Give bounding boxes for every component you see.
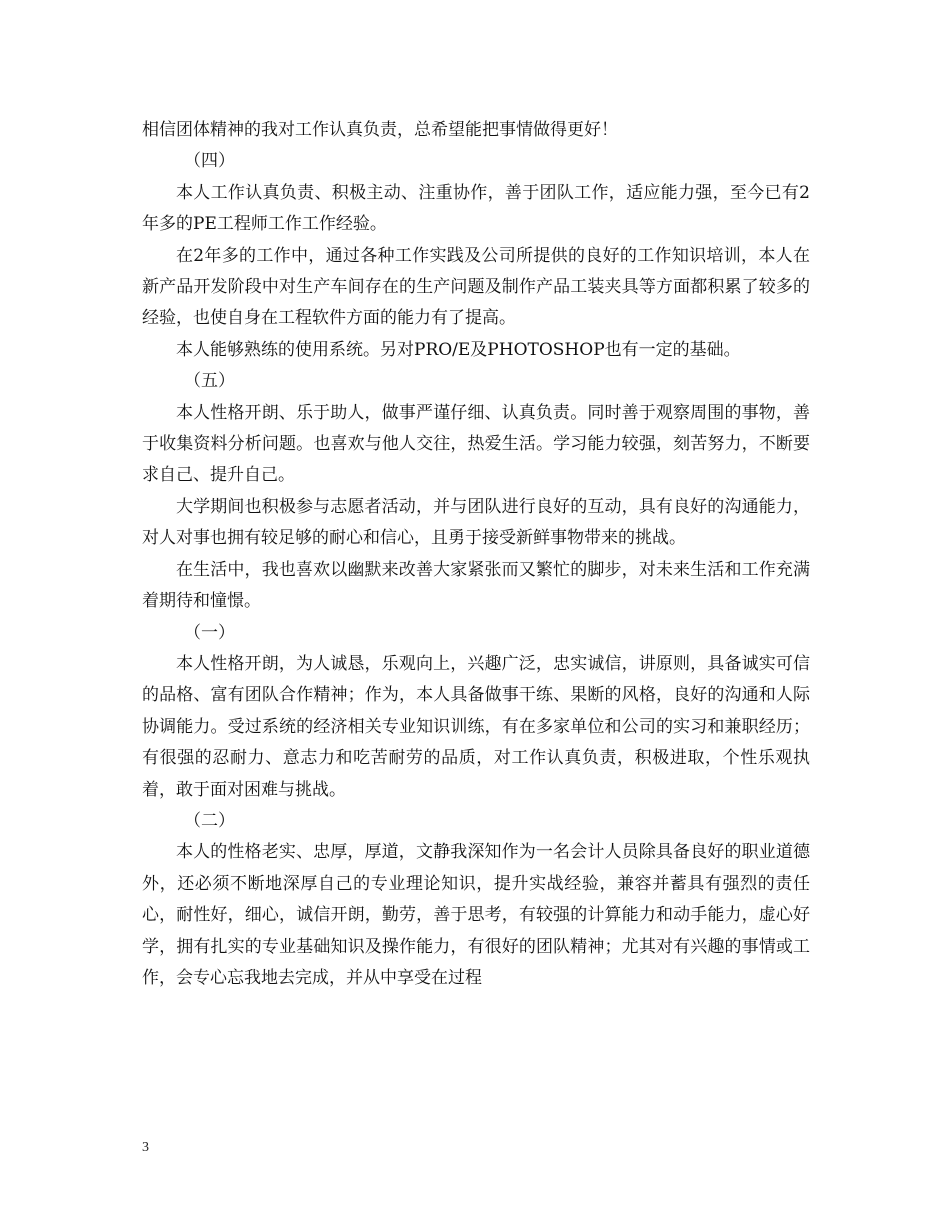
paragraph: 在2年多的工作中，通过各种工作实践及公司所提供的良好的工作知识培训，本人在新产品开发阶段中对生产车间存在的生产问题及制作产品工装夹具等方面都积累了较多的经验，也使自身在工程软件方面的能力有了提高。 xyxy=(142,245,810,329)
section-heading: （五） xyxy=(184,371,235,392)
section-heading: （二） xyxy=(184,810,235,831)
paragraph: 本人性格开朗、乐于助人，做事严谨仔细、认真负责。同时善于观察周围的事物，善于收集资料分析问题。也喜欢与他人交往，热爱生活。学习能力较强，刻苦努力，不断要求自己、提升自己。 xyxy=(142,402,810,486)
page-number: 3 xyxy=(142,1140,149,1155)
paragraph: 大学期间也积极参与志愿者活动，并与团队进行良好的互动，具有良好的沟通能力，对人对事也拥有较足够的耐心和信心，且勇于接受新鲜事物带来的挑战。 xyxy=(142,496,810,549)
paragraph: 本人工作认真负责、积极主动、注重协作，善于团队工作，适应能力强，至今已有2年多的PE工程师工作工作经验。 xyxy=(142,182,810,235)
paragraph: 相信团体精神的我对工作认真负责，总希望能把事情做得更好！ xyxy=(142,120,618,140)
paragraph: 本人的性格老实、忠厚，厚道，文静我深知作为一名会计人员除具备良好的职业道德外，还必须不断地深厚自己的专业理论知识，提升实战经验，兼容并蓄具有强烈的责任心，耐性好，细心，诚信开朗，勤劳，善于思考，有较强的计算能力和动手能力，虚心好学，拥有扎实的专业基础知识及操作能力，有很好的团队精神；尤其对有兴趣的事情或工作，会专心忘我地去完成，并从中享受在过程 xyxy=(142,842,810,988)
section-heading: （四） xyxy=(184,151,235,172)
paragraph: 在生活中，我也喜欢以幽默来改善大家紧张而又繁忙的脚步，对未来生活和工作充满着期待和憧憬。 xyxy=(142,559,810,612)
section-heading: （一） xyxy=(184,622,235,643)
document-body xyxy=(142,115,810,994)
paragraph: 本人能够熟练的使用系统。另对PRO/E及PHOTOSHOP也有一定的基础。 xyxy=(176,339,741,360)
paragraph: 本人性格开朗，为人诚恳，乐观向上，兴趣广泛，忠实诚信，讲原则，具备诚实可信的品格、富有团队合作精神；作为，本人具备做事干练、果断的风格，良好的沟通和人际协调能力。受过系统的经济相关专业知识训练，有在多家单位和公司的实习和兼职经历；有很强的忍耐力、意志力和吃苦耐劳的品质，对工作认真负责，积极进取，个性乐观执着，敢于面对困难与挑战。 xyxy=(142,653,810,800)
